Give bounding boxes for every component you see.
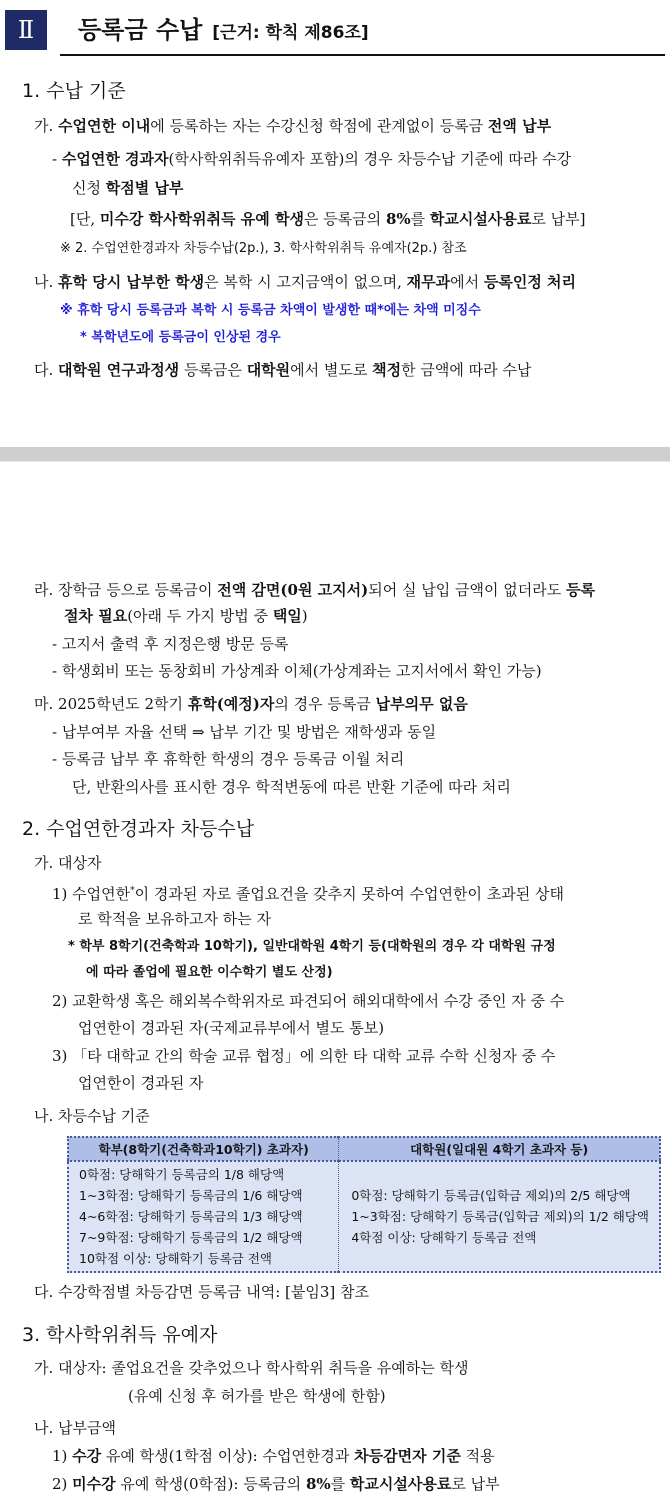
superscript: * <box>130 886 135 896</box>
title-text: 등록금 수납 <box>78 16 203 44</box>
item-s3-2 <box>52 1474 500 1494</box>
text-bold: 학교시설사용료 <box>349 1475 452 1493</box>
page-title <box>78 14 369 49</box>
text-bold: 등록 <box>565 581 595 599</box>
table-header-grad: 대학원(일대원 4학기 초과자 등) <box>339 1137 660 1161</box>
text: 적용 <box>460 1447 495 1465</box>
text: 은 복학 시 고지금액이 없으며, <box>204 273 407 291</box>
section-2-title: 2. 수업연한경과자 차등수납 <box>22 818 255 840</box>
item-ma-sub1: - 납부여부 자율 선택 ⇒ 납부 기간 및 방법은 재학생과 동일 <box>52 723 437 741</box>
text: 유예 학생(0학점): 등록금의 <box>115 1475 306 1493</box>
text-bold: 수강 <box>72 1447 102 1465</box>
item-s2-ga: 가. 대상자 <box>34 854 102 872</box>
text-bold: 납부의무 없음 <box>375 695 468 713</box>
title-underline <box>60 54 665 56</box>
text-bold: 택일 <box>272 607 302 625</box>
table-cell-grad <box>339 1161 660 1272</box>
text: (학사학위취득유예자 포함)의 경우 차등수납 기준에 따라 수강 <box>168 150 572 168</box>
item-s2-da: 다. 수강학점별 차등감면 등록금 내역: [붙임3] 참조 <box>34 1283 369 1301</box>
item-ga-sub2 <box>70 209 585 229</box>
page-break <box>0 447 670 461</box>
item-s3-ga: 가. 대상자: 졸업요건을 갖추었으나 학사학위 취득을 유예하는 학생 <box>34 1359 469 1377</box>
text: 에서 <box>450 273 484 291</box>
text-bold: 수업연한 이내 <box>58 117 151 135</box>
text-bold: 차등감면자 기준 <box>354 1447 461 1465</box>
table-cell-undergrad <box>68 1161 339 1272</box>
table-row: 10학점 이상: 당해학기 등록금 전액 <box>79 1251 272 1266</box>
item-s2-3: 3) 「타 대학교 간의 학술 교류 협정」에 의한 타 대학 교류 수학 신청자 중 수 <box>52 1047 556 1065</box>
item-ra-sub1: - 고지서 출력 후 지정은행 방문 등록 <box>52 635 289 653</box>
item-ma <box>34 694 468 714</box>
item-s3-na: 나. 납부금액 <box>34 1419 116 1437</box>
text: 2) <box>52 1475 73 1493</box>
tuition-rate-table <box>67 1136 661 1273</box>
table-row: 7~9학점: 당해학기 등록금의 1/2 해당액 <box>79 1230 303 1245</box>
blue-note-2: * 복학년도에 등록금이 인상된 경우 <box>80 330 281 345</box>
text: 나. <box>34 273 59 291</box>
text: [단, <box>70 210 100 228</box>
text: (아래 두 가지 방법 중 <box>127 607 273 625</box>
reference-note: ※ 2. 수업연한경과자 차등수납(2p.), 3. 학사학위취득 유예자(2p.) 참조 <box>60 241 467 256</box>
text-bold: 8% <box>385 210 411 228</box>
table-row: 4학점 이상: 당해학기 등록금 전액 <box>351 1230 537 1245</box>
table-row: 0학점: 당해학기 등록금(입학금 제외)의 2/5 해당액 <box>351 1188 631 1203</box>
text: 신청 <box>72 179 106 197</box>
item-ga <box>34 116 551 136</box>
item-s2-2: 2) 교환학생 혹은 해외복수학위자로 파견되어 해외대학에서 수강 중인 자 중 수 <box>52 992 565 1010</box>
item-ra-cont <box>64 606 308 626</box>
item-s2-1 <box>52 881 564 904</box>
text: 이 경과된 자로 졸업요건을 갖추지 못하여 수업연한이 초과된 상태 <box>134 885 565 903</box>
text-bold: 전액 납부 <box>487 117 552 135</box>
item-s2-na: 나. 차등수납 기준 <box>34 1107 150 1125</box>
table-row: 1~3학점: 당해학기 등록금(입학금 제외)의 1/2 해당액 <box>351 1209 649 1224</box>
text-bold: 대학원 <box>246 361 291 379</box>
item-ga-sub1-cont <box>72 178 183 198</box>
text: 1) 수업연한 <box>52 885 131 903</box>
text: 한 금액에 따라 수납 <box>401 361 532 379</box>
item-ga-sub1 <box>52 149 571 169</box>
text-bold: 전액 감면(0원 고지서) <box>217 581 369 599</box>
text: 를 <box>410 210 430 228</box>
item-s2-2-cont: 업연한이 경과된 자(국제교류부에서 별도 통보) <box>78 1019 385 1037</box>
text: 은 등록금의 <box>303 210 386 228</box>
title-basis: [근거: 학칙 제86조] <box>212 23 369 43</box>
text-bold: 대학원 연구과정생 <box>58 361 180 379</box>
text-bold: 수업연한 경과자 <box>61 150 169 168</box>
text-bold: 미수강 <box>72 1475 116 1493</box>
text: - <box>52 150 62 168</box>
text-bold: 재무과 <box>406 273 451 291</box>
text-bold: 휴학(예정)자 <box>187 695 275 713</box>
blue-note-1: ※ 휴학 당시 등록금과 복학 시 등록금 차액이 발생한 때*에는 차액 미징수 <box>60 303 481 318</box>
item-s3-ga-cont: (유예 신청 후 허가를 받은 학생에 한함) <box>128 1387 386 1405</box>
text: 에 등록하는 자는 수강신청 학점에 관계없이 등록금 <box>150 117 488 135</box>
text-bold: 절차 필요 <box>64 607 128 625</box>
text-bold: 등록인정 처리 <box>483 273 577 291</box>
table-row: 1~3학점: 당해학기 등록금의 1/6 해당액 <box>79 1188 303 1203</box>
item-da <box>34 360 531 380</box>
item-ra-sub2: - 학생회비 또는 동창회비 가상계좌 이체(가상계좌는 고지서에서 확인 가능) <box>52 662 542 680</box>
section-number-badge: Ⅱ <box>5 10 47 50</box>
item-s2-3-cont: 업연한이 경과된 자 <box>78 1074 204 1092</box>
section-3-title: 3. 학사학위취득 유예자 <box>22 1324 218 1346</box>
text-bold: 책정 <box>372 361 402 379</box>
text: 유예 학생(1학점 이상): 수업연한경과 <box>101 1447 355 1465</box>
item-ma-sub3: 단, 반환의사를 표시한 경우 학적변동에 따른 반환 기준에 따라 처리 <box>72 778 511 796</box>
text: 1) <box>52 1447 73 1465</box>
text: 가. <box>34 117 59 135</box>
text: 마. 2025학년도 2학기 <box>34 695 188 713</box>
text-bold: 휴학 당시 납부한 학생 <box>58 273 205 291</box>
text: 로 납부 <box>451 1475 500 1493</box>
text: 되어 실 납입 금액이 없더라도 <box>368 581 566 599</box>
item-s2-note2: 에 따라 졸업에 필요한 이수학기 별도 산정) <box>86 965 333 980</box>
text: 의 경우 등록금 <box>274 695 376 713</box>
text-bold: 학점별 납부 <box>105 179 184 197</box>
text: 다. <box>34 361 59 379</box>
section-1-title: 1. 수납 기준 <box>22 80 126 102</box>
text-bold: 미수강 학사학위취득 유예 학생 <box>99 210 304 228</box>
text: 등록금은 <box>179 361 247 379</box>
item-na <box>34 272 576 292</box>
item-s2-1-cont: 로 학적을 보유하고자 하는 자 <box>78 910 271 928</box>
item-ma-sub2: - 등록금 납부 후 휴학한 학생의 경우 등록금 이월 처리 <box>52 750 405 768</box>
table-row: 0학점: 당해학기 등록금의 1/8 해당액 <box>79 1167 285 1182</box>
text-bold: 8% <box>305 1475 331 1493</box>
item-s2-note1: * 학부 8학기(건축학과 10학기), 일반대학원 4학기 등(대학원의 경우 각 대학원 규정 <box>68 939 556 954</box>
text: 로 납부] <box>531 210 586 228</box>
text: ) <box>301 607 308 625</box>
text: 라. 장학금 등으로 등록금이 <box>34 581 218 599</box>
table-row: 4~6학점: 당해학기 등록금의 1/3 해당액 <box>79 1209 303 1224</box>
item-ra <box>34 580 595 600</box>
table-header-undergrad: 학부(8학기(건축학과10학기) 초과자) <box>68 1137 339 1161</box>
item-s3-1 <box>52 1446 495 1466</box>
text: 를 <box>330 1475 350 1493</box>
text: 에서 별도로 <box>290 361 373 379</box>
text-bold: 학교시설사용료 <box>429 210 532 228</box>
